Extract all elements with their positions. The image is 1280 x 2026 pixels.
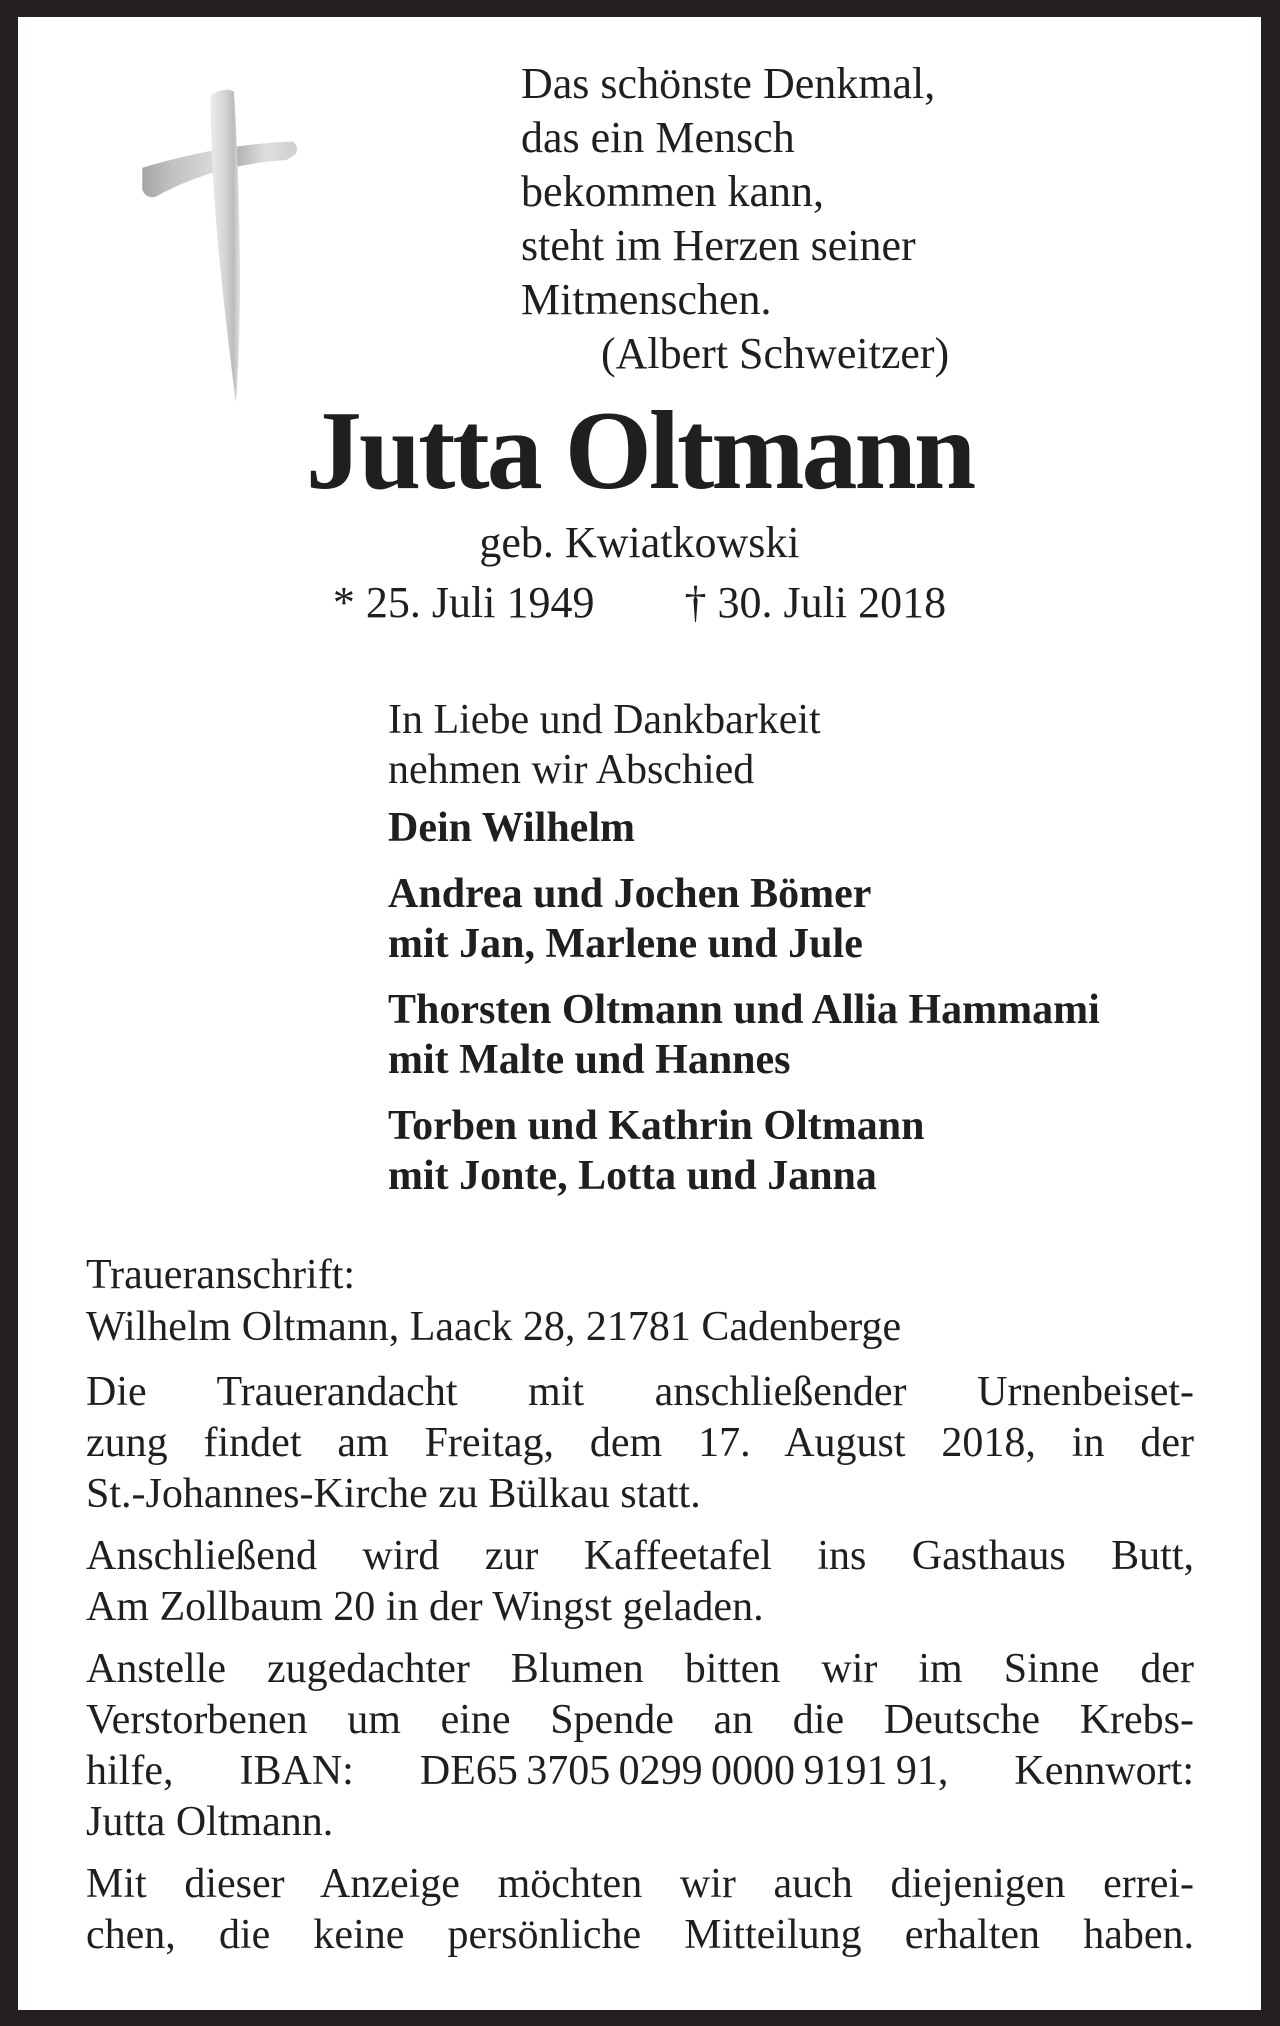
text-line: hilfe, IBAN: DE65 3705 0299 0000 9191 91, Kennwort: (86, 1748, 1194, 1794)
paragraph-reception (86, 1531, 1194, 1633)
quote-line: bekommen kann, (521, 167, 825, 216)
text-line: Mit dieser Anzeige möchten wir auch diejenigen errei- (86, 1861, 1194, 1907)
memorial-cross-icon (113, 72, 308, 404)
mourning-address (86, 1249, 901, 1353)
text-line: Verstorbenen um eine Spende an die Deutsche Krebs- (86, 1697, 1194, 1743)
mourner-line: mit Jan, Marlene und Jule (388, 921, 863, 967)
quote-line: das ein Mensch (521, 113, 795, 162)
mourner-group (388, 803, 1100, 853)
notice-page (18, 17, 1261, 2010)
mourner-group (388, 1101, 1100, 1201)
farewell-line: In Liebe und Dankbarkeit (388, 697, 821, 743)
mourner-line: mit Malte und Hannes (388, 1037, 791, 1083)
text-line: zung findet am Freitag, dem 17. August 2018, in der (86, 1420, 1194, 1466)
life-dates (18, 578, 1261, 627)
paragraph-notification (86, 1859, 1194, 1961)
quote-line: Mitmenschen. (521, 275, 772, 324)
mourner-line: mit Jonte, Lotta und Janna (388, 1153, 877, 1199)
mourner-group (388, 985, 1100, 1085)
mourning-address-value: Wilhelm Oltmann, Laack 28, 21781 Cadenberge (86, 1304, 902, 1350)
mourner-group (388, 869, 1100, 969)
text-line: Am Zollbaum 20 in der Wingst geladen. (86, 1584, 764, 1630)
farewell-line: nehmen wir Abschied (388, 747, 755, 793)
mourners-block (388, 695, 1100, 1201)
mourner-line: Andrea und Jochen Bömer (388, 871, 872, 917)
quote-line: steht im Herzen seiner (521, 221, 916, 270)
text-line: Jutta Oltmann. (86, 1799, 334, 1845)
deceased-name: Jutta Oltmann (305, 389, 974, 513)
text-line: St.-Johannes-Kirche zu Bülkau statt. (86, 1471, 701, 1517)
paragraph-service (86, 1367, 1194, 1520)
text-line: Anschließend wird zur Kaffeetafel ins Gasthaus Butt, (86, 1533, 1194, 1579)
quote-line: Das schönste Denkmal, (521, 59, 936, 108)
text-line: Anstelle zugedachter Blumen bitten wir im Sinne der (86, 1646, 1194, 1692)
paragraph-donations (86, 1644, 1194, 1848)
mourner-line: Dein Wilhelm (388, 805, 635, 851)
birth-date: * 25. Juli 1949 (332, 578, 595, 627)
text-line: chen, die keine persönliche Mitteilung erhalten haben. (86, 1912, 1194, 1958)
death-date: † 30. Juli 2018 (684, 578, 947, 627)
mourner-line: Torben und Kathrin Oltmann (388, 1103, 925, 1149)
text-line: Die Trauerandacht mit anschließender Urnenbeiset- (86, 1369, 1194, 1415)
announcement-paragraphs (86, 1367, 1194, 1972)
quote-attribution: (Albert Schweitzer) (601, 329, 950, 378)
mourning-address-label: Traueranschrift: (86, 1252, 356, 1298)
maiden-name: geb. Kwiatkowski (479, 518, 800, 567)
mourner-line: Thorsten Oltmann und Allia Hammami (388, 987, 1100, 1033)
memorial-quote (521, 57, 949, 381)
